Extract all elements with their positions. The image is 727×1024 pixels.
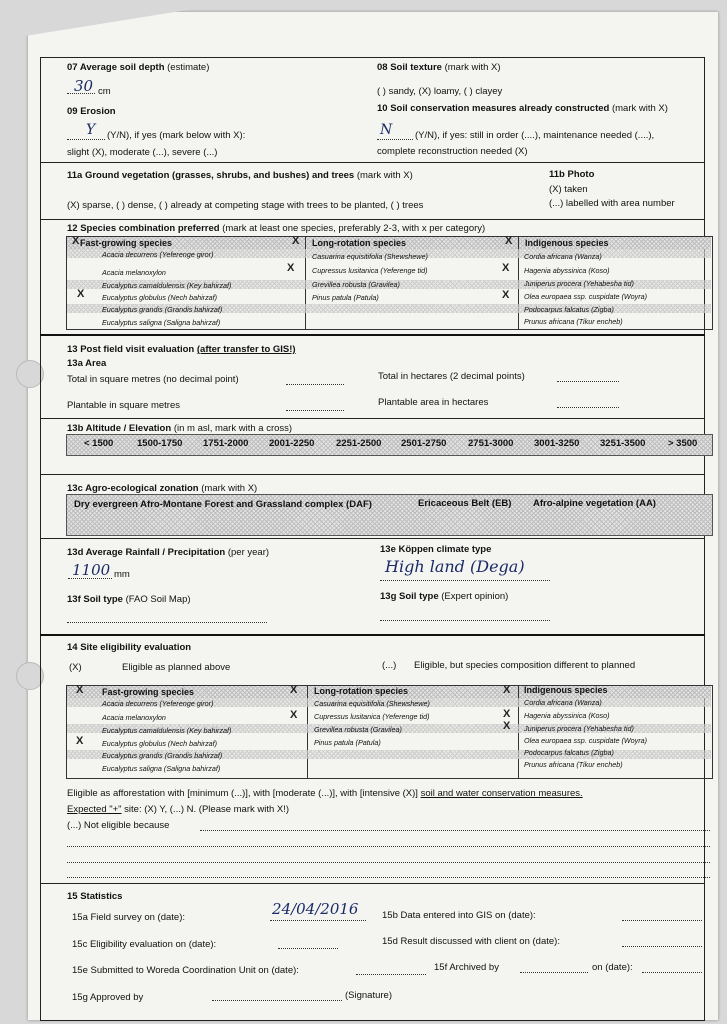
s13f-heading: 13f Soil type (FAO Soil Map): [67, 594, 191, 605]
photo-labelled: (...) labelled with area number: [549, 198, 675, 209]
s13g-heading: 13g Soil type (Expert opinion): [380, 591, 509, 602]
s07-heading: 07 Average soil depth (estimate): [67, 62, 210, 73]
koppen-value: High land (Dega): [385, 557, 525, 576]
area-sqm-label: Total in square metres (no decimal point): [67, 374, 239, 385]
archived-by-label: 15f Archived by: [434, 962, 499, 973]
head-long: Long-rotation species: [312, 238, 407, 248]
woreda-submitted-label: 15e Submitted to Woreda Coordination Unit on (date):: [72, 965, 299, 976]
s13d-heading: 13d Average Rainfall / Precipitation (per year): [67, 547, 270, 558]
head-ind: Indigenous species: [525, 238, 609, 248]
gis-entry-label: 15b Data entered into GIS on (date):: [382, 910, 536, 921]
erosion-options: slight (X), moderate (...), severe (...): [67, 147, 218, 158]
afforestation-line: Eligible as afforestation with [minimum (...)], with [moderate (...)], with [intensive (X)] soil and water conservation measures.: [67, 788, 583, 799]
approved-by-label: 15g Approved by: [72, 992, 144, 1003]
not-eligible-label: (...) Not eligible because: [67, 820, 170, 831]
conservation-value: N: [380, 122, 393, 138]
erosion-value: Y: [86, 122, 96, 138]
soil-depth-value: 30: [74, 77, 94, 95]
conservation-question-2: complete reconstruction needed (X): [377, 146, 528, 157]
field-survey-date: 24/04/2016: [272, 900, 359, 918]
s09-heading: 09 Erosion: [67, 106, 116, 117]
head-fast: Fast-growing species: [80, 238, 173, 248]
signature-label: (Signature): [345, 990, 392, 1001]
s10-heading: 10 Soil conservation measures already constructed (mark with X): [377, 103, 668, 114]
plantable-ha-label: Plantable area in hectares: [378, 397, 489, 408]
s14-heading: 14 Site eligibility evaluation: [67, 642, 192, 653]
soil-depth-unit: cm: [98, 86, 111, 97]
rainfall-unit: mm: [114, 569, 130, 580]
photo-taken: (X) taken: [549, 184, 588, 195]
s13a-heading: 13a Area: [67, 358, 107, 369]
client-discussed-label: 15d Result discussed with client on (date):: [382, 936, 560, 947]
s15-heading: 15 Statistics: [67, 891, 123, 902]
s08-heading: 08 Soil texture (mark with X): [377, 62, 501, 73]
erosion-question: (Y/N), if yes (mark below with X):: [107, 130, 246, 141]
s11a-heading: 11a Ground vegetation (grasses, shrubs, and bushes) and trees (mark with X): [67, 170, 413, 181]
s13e-heading: 13e Köppen climate type: [380, 544, 492, 555]
archived-on-label: on (date):: [592, 962, 633, 973]
s12-heading: 12 Species combination preferred (mark at least one species, preferably 2-3, with x per category): [67, 223, 486, 234]
vegetation-options: (X) sparse, ( ) dense, ( ) already at competing stage with trees to be planted, ( ) trees: [67, 200, 424, 211]
soil-texture-options: ( ) sandy, (X) loamy, ( ) clayey: [377, 86, 503, 97]
eligible-as-planned: Eligible as planned above: [122, 662, 231, 673]
eligible-different: Eligible, but species composition different to planned: [414, 660, 636, 671]
conservation-question: (Y/N), if yes: still in order (....), maintenance needed (....),: [415, 130, 655, 141]
s13b-heading: 13b Altitude / Elevation (in m asl, mark with a cross): [67, 423, 293, 434]
expected-site: Expected "+" site: (X) Y, (...) N. (Please mark with X!): [67, 804, 290, 815]
plantable-sqm-label: Plantable in square metres: [67, 400, 181, 411]
rainfall-value: 1100: [72, 561, 111, 579]
field-survey-label: 15a Field survey on (date):: [72, 912, 186, 923]
eligibility-eval-label: 15c Eligibility evaluation on (date):: [72, 939, 217, 950]
s11b-heading: 11b Photo: [549, 169, 595, 180]
area-ha-label: Total in hectares (2 decimal points): [378, 371, 525, 382]
s13c-heading: 13c Agro-ecological zonation (mark with X): [67, 483, 258, 494]
s13-heading: 13 Post field visit evaluation (after transfer to GIS!): [67, 344, 296, 355]
